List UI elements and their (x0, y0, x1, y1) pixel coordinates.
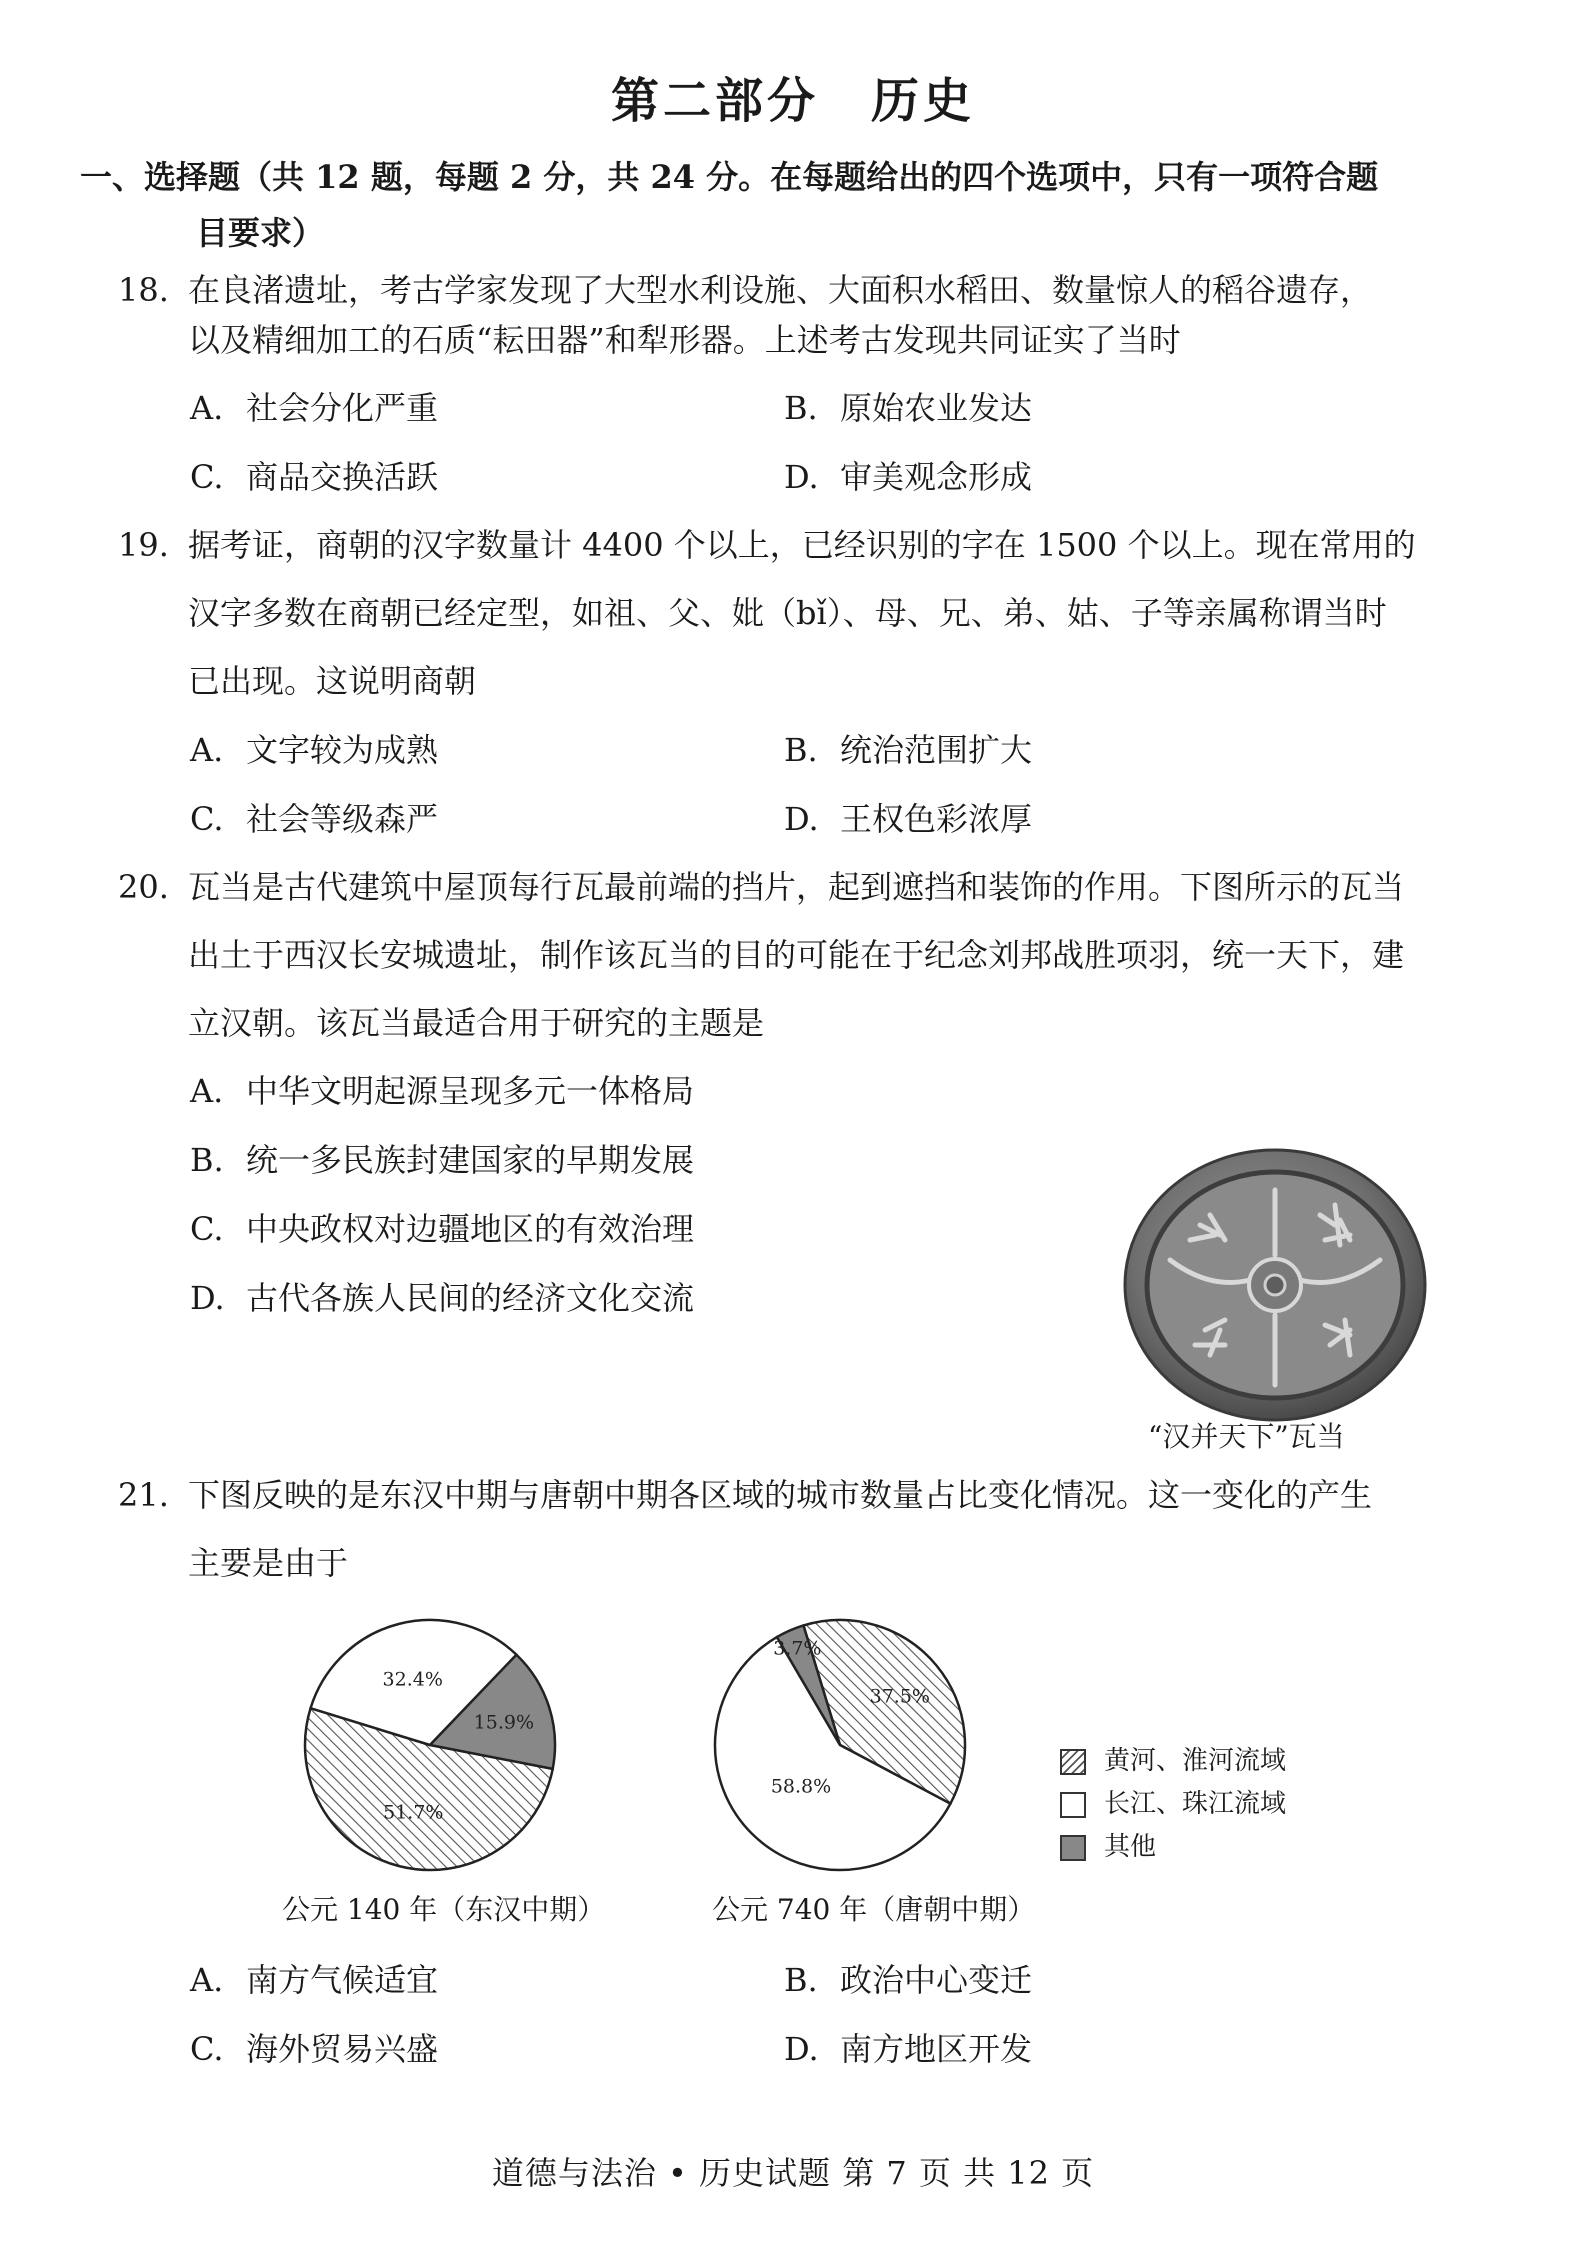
option-21a[interactable]: A. 南方气候适宜 (190, 1961, 439, 1999)
page-footer: 道德与法治 • 历史试题 第 7 页 共 12 页 (491, 2154, 1095, 2192)
pie-label-yellow-huai: 51.7% (383, 1801, 444, 1824)
wadang-caption: “汉并天下”瓦当 (1148, 1420, 1345, 1453)
question-text: 据考证，商朝的汉字数量计 4400 个以上，已经识别的字在 1500 个以上。现在常用的 (188, 526, 1416, 564)
legend-item-yangtze-pearl: 长江、珠江流域 (1060, 1783, 1286, 1820)
option-19d[interactable]: D. 王权色彩浓厚 (784, 800, 1033, 838)
option-20a[interactable]: A. 中华文明起源呈现多元一体格局 (190, 1072, 695, 1110)
question-number: 18. (118, 271, 169, 309)
pie-label-other: 3.7% (773, 1637, 822, 1660)
question-19-line3: 已出现。这说明商朝 (188, 662, 477, 700)
pie-label-yellow-huai: 37.5% (869, 1685, 930, 1708)
option-20c[interactable]: C. 中央政权对边疆地区的有效治理 (190, 1210, 695, 1248)
question-21-line2: 主要是由于 (188, 1544, 349, 1582)
question-number: 20. (118, 868, 169, 906)
wadang-tile-image (1110, 1130, 1440, 1430)
question-19 (118, 520, 1416, 566)
section-heading-line2: 目要求） (196, 214, 325, 252)
pie-chart-140 (290, 1610, 580, 1880)
hatch-swatch-icon (1060, 1749, 1086, 1775)
pie-label-other: 15.9% (473, 1711, 535, 1734)
option-21c[interactable]: C. 海外贸易兴盛 (190, 2030, 439, 2068)
white-swatch-icon (1060, 1792, 1086, 1818)
option-18c[interactable]: C. 商品交换活跃 (190, 458, 439, 496)
option-21b[interactable]: B. 政治中心变迁 (784, 1961, 1033, 1999)
question-text: 在良渚遗址，考古学家发现了大型水利设施、大面积水稻田、数量惊人的稻谷遗存， (188, 271, 1373, 309)
option-19b[interactable]: B. 统治范围扩大 (784, 731, 1033, 769)
legend-item-yellow-huai: 黄河、淮河流域 (1060, 1740, 1286, 1777)
option-21d[interactable]: D. 南方地区开发 (784, 2030, 1033, 2068)
question-20 (118, 862, 1404, 908)
option-19c[interactable]: C. 社会等级森严 (190, 800, 439, 838)
page-title: 第二部分 历史 (610, 73, 975, 129)
option-20b[interactable]: B. 统一多民族封建国家的早期发展 (190, 1141, 695, 1179)
question-18-line2: 以及精细加工的石质“耘田器”和犁形器。上述考古发现共同证实了当时 (188, 321, 1181, 359)
question-20-line2: 出土于西汉长安城遗址，制作该瓦当的目的可能在于纪念刘邦战胜项羽，统一天下，建 (188, 936, 1405, 974)
question-text: 下图反映的是东汉中期与唐朝中期各区域的城市数量占比变化情况。这一变化的产生 (188, 1476, 1373, 1514)
question-18 (118, 265, 1372, 311)
option-20d[interactable]: D. 古代各族人民间的经济文化交流 (190, 1279, 695, 1317)
pie-chart-740 (700, 1610, 990, 1880)
question-19-line2: 汉字多数在商朝已经定型，如祖、父、妣（bǐ）、母、兄、弟、姑、子等亲属称谓当时 (188, 594, 1387, 632)
pie-label-yangtze-pearl: 58.8% (770, 1775, 832, 1798)
pie-caption-140: 公元 140 年（东汉中期） (282, 1893, 606, 1926)
legend-item-other: 其他 (1060, 1826, 1156, 1863)
pie-caption-740: 公元 740 年（唐朝中期） (712, 1893, 1036, 1926)
option-18d[interactable]: D. 审美观念形成 (784, 458, 1033, 496)
option-18b[interactable]: B. 原始农业发达 (784, 389, 1033, 427)
question-21 (118, 1470, 1372, 1516)
option-18a[interactable]: A. 社会分化严重 (190, 389, 439, 427)
option-19a[interactable]: A. 文字较为成熟 (190, 731, 439, 769)
gray-swatch-icon (1060, 1835, 1086, 1861)
pie-label-yangtze-pearl: 32.4% (382, 1668, 443, 1691)
question-number: 19. (118, 526, 169, 564)
question-text: 瓦当是古代建筑中屋顶每行瓦最前端的挡片，起到遮挡和装饰的作用。下图所示的瓦当 (188, 868, 1405, 906)
section-heading-line1: 一、选择题（共 12 题，每题 2 分，共 24 分。在每题给出的四个选项中，只有一项符合题 (80, 158, 1379, 196)
question-20-line3: 立汉朝。该瓦当最适合用于研究的主题是 (188, 1004, 765, 1042)
question-number: 21. (118, 1476, 169, 1514)
